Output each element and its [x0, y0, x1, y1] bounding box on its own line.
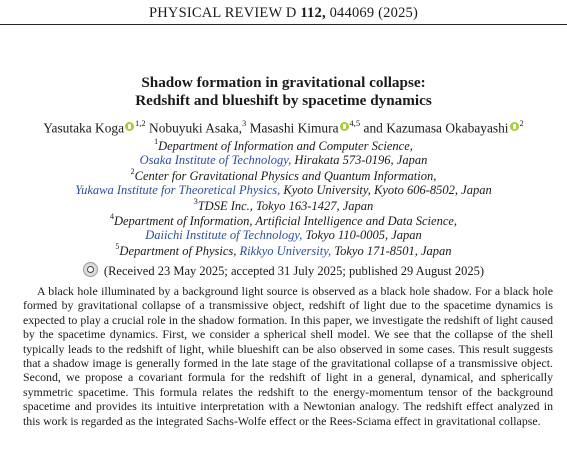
- affiliation-4-line-1: [0, 213, 567, 229]
- affiliation-text: TDSE Inc., Tokyo 163-1427, Japan: [197, 199, 374, 214]
- affiliation-3: [0, 198, 567, 214]
- crossmark-icon[interactable]: [83, 262, 98, 277]
- author-name[interactable]: Masashi Kimura: [249, 120, 339, 136]
- paper-title-line-1: Shadow formation in gravitational collapse:: [141, 74, 426, 91]
- affiliation-text: Hirakata 573-0196, Japan: [294, 153, 428, 167]
- author-joiner: and: [363, 120, 383, 136]
- affiliation-mark: 2: [130, 167, 135, 176]
- affiliation-text: Center for Gravitational Physics and Quantum Information,: [134, 169, 437, 184]
- article-number: 044069 (2025): [329, 5, 418, 21]
- affiliation-link-rikkyo[interactable]: Rikkyo University,: [239, 244, 332, 259]
- abstract-text: A black hole illuminated by a background light source is observed as a black hole shadow. For a black hole formed by gravitational collapse of a transmissive object, redshift of light due to the spacetime dynamics is expected to play a crucial role in the shadow formation. In this paper, we investigate the redshift of light caused by the spacetime dynamics. First, we consider a spherical shell model. We see that the collapse of the shell typically leads to the redshift of light, while blueshift can be also observed in some cases. This result suggests that a shadow image is generally formed in the late stage of the gravitational collapse of a transmissive object. Second, we propose a covariant formula for the redshift of light in a general, dynamical, and spherically symmetric spacetime. This formula relates the redshift to the energy-momentum tensor of the background spacetime and provides its intuitive interpretation with a Newtonian analogy. The redshift effect analyzed in this work is regarded as the integrated Sachs-Wolfe effect or the Rees-Sciama effect in gravitational collapse.: [23, 284, 553, 428]
- author-affiliation-mark: 3: [242, 118, 247, 128]
- affiliation-2-line-1: [0, 168, 567, 184]
- affiliation-4-line-2: [0, 228, 567, 243]
- affiliation-link-osaka[interactable]: Osaka Institute of Technology,: [139, 153, 292, 167]
- affiliation-text: Tokyo 171-8501, Japan: [334, 244, 452, 259]
- affiliation-text: Tokyo 110-0005, Japan: [305, 228, 422, 242]
- author-name[interactable]: Kazumasa Okabayashi: [386, 120, 509, 136]
- orcid-icon[interactable]: [510, 122, 519, 131]
- affiliation-mark: 3: [193, 197, 198, 206]
- affiliation-mark: 5: [115, 242, 120, 251]
- journal-header: [0, 5, 567, 22]
- journal-volume: 112,: [300, 5, 326, 21]
- affiliation-1-line-2: [0, 153, 567, 168]
- affiliation-mark: 1: [154, 137, 159, 146]
- affiliation-text: Department of Information, Artificial Intelligence and Data Science,: [113, 214, 458, 229]
- author-affiliation-mark: 1,2: [135, 118, 146, 128]
- author-affiliation-mark: 2: [519, 118, 524, 128]
- affiliation-mark: 4: [109, 212, 114, 221]
- orcid-icon[interactable]: [125, 122, 134, 131]
- affiliation-link-daiichi[interactable]: Daiichi Institute of Technology,: [145, 228, 303, 242]
- affiliation-text: Kyoto University, Kyoto 606-8502, Japan: [283, 183, 492, 197]
- publication-history: [0, 262, 567, 279]
- affiliation-2-line-2: [0, 183, 567, 198]
- author-affiliation-mark: 4,5: [349, 118, 361, 128]
- journal-name: PHYSICAL REVIEW D: [148, 5, 297, 21]
- orcid-icon[interactable]: [340, 122, 349, 131]
- affiliation-text: Department of Information and Computer Science,: [158, 139, 413, 154]
- author-name[interactable]: Yasutaka Koga: [43, 120, 125, 136]
- author-list: [0, 119, 567, 136]
- affiliation-text: Department of Physics,: [119, 244, 237, 259]
- received-dates: (Received 23 May 2025; accepted 31 July 2025; published 29 August 2025): [103, 264, 485, 278]
- author-name[interactable]: Nobuyuki Asaka,: [149, 120, 243, 136]
- paper-title-line-2: Redshift and blueshift by spacetime dynamics: [135, 92, 432, 109]
- affiliation-1-line-1: [0, 138, 567, 154]
- header-rule: [0, 24, 567, 25]
- affiliation-5: [0, 243, 567, 259]
- affiliation-link-yukawa[interactable]: Yukawa Institute for Theoretical Physics,: [75, 183, 281, 197]
